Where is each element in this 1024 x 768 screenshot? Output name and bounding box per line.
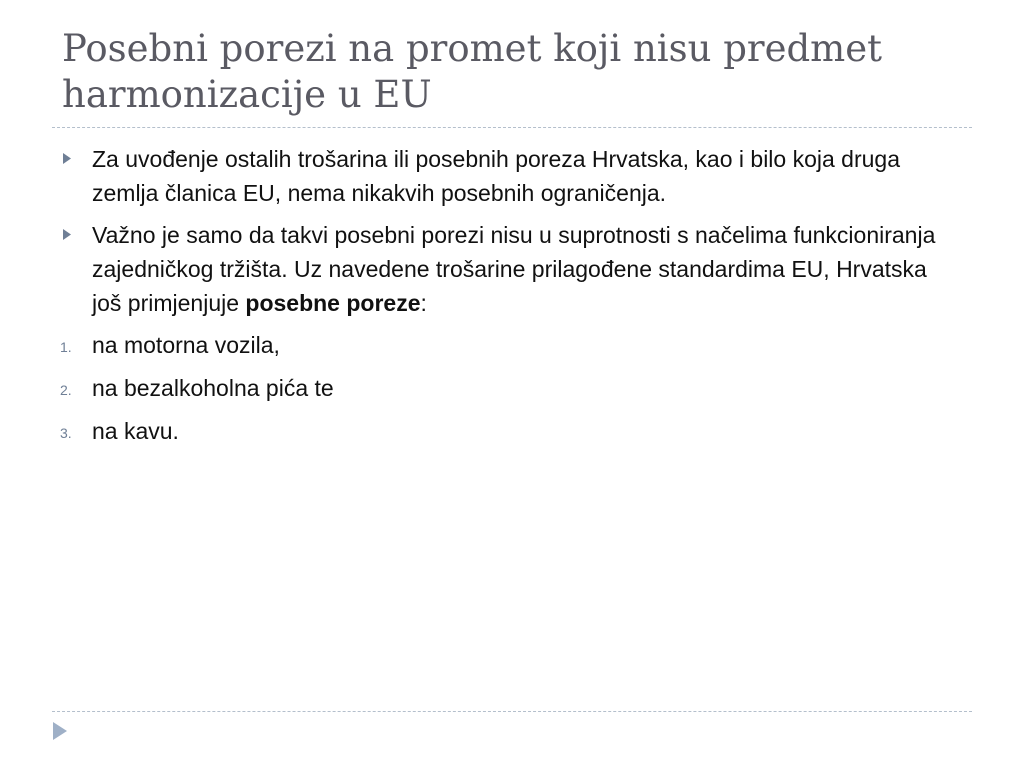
footer-divider (52, 711, 972, 712)
list-number: 2. (60, 382, 72, 398)
bullet-text-bold: posebne poreze (245, 290, 421, 316)
bullet-text-part: Važno je samo da takvi posebni porezi nisu u suprotnosti s načelima funkcioniranja zajedničkog tržišta. Uz navedene trošarine prilagođene standardima EU, Hrvatska još primjenjuje (92, 222, 936, 316)
play-triangle-icon[interactable] (52, 721, 68, 741)
numbered-item (60, 371, 960, 405)
numbered-item (60, 414, 960, 448)
bullet-text (92, 222, 935, 316)
numbered-item-text: na motorna vozila, (92, 332, 280, 358)
bullet-text-part: : (420, 290, 427, 316)
triangle-right-icon (60, 218, 88, 252)
numbered-item-text: na bezalkoholna pića te (92, 375, 334, 401)
list-number: 3. (60, 425, 72, 441)
slide-content (60, 142, 960, 457)
slide-title: Posebni porezi na promet koji nisu predmet harmonizacije u EU (62, 27, 883, 116)
bullet-text: Za uvođenje ostalih trošarina ili posebnih poreza Hrvatska, kao i bilo koja druga zemlja članica EU, nema nikakvih posebnih ograničenja. (92, 146, 901, 206)
bullet-item (60, 218, 960, 320)
list-number: 1. (60, 339, 72, 355)
bullet-item (60, 142, 960, 210)
title-divider (52, 127, 972, 128)
triangle-right-icon (60, 142, 88, 176)
numbered-item-text: na kavu. (92, 418, 179, 444)
numbered-item (60, 328, 960, 362)
